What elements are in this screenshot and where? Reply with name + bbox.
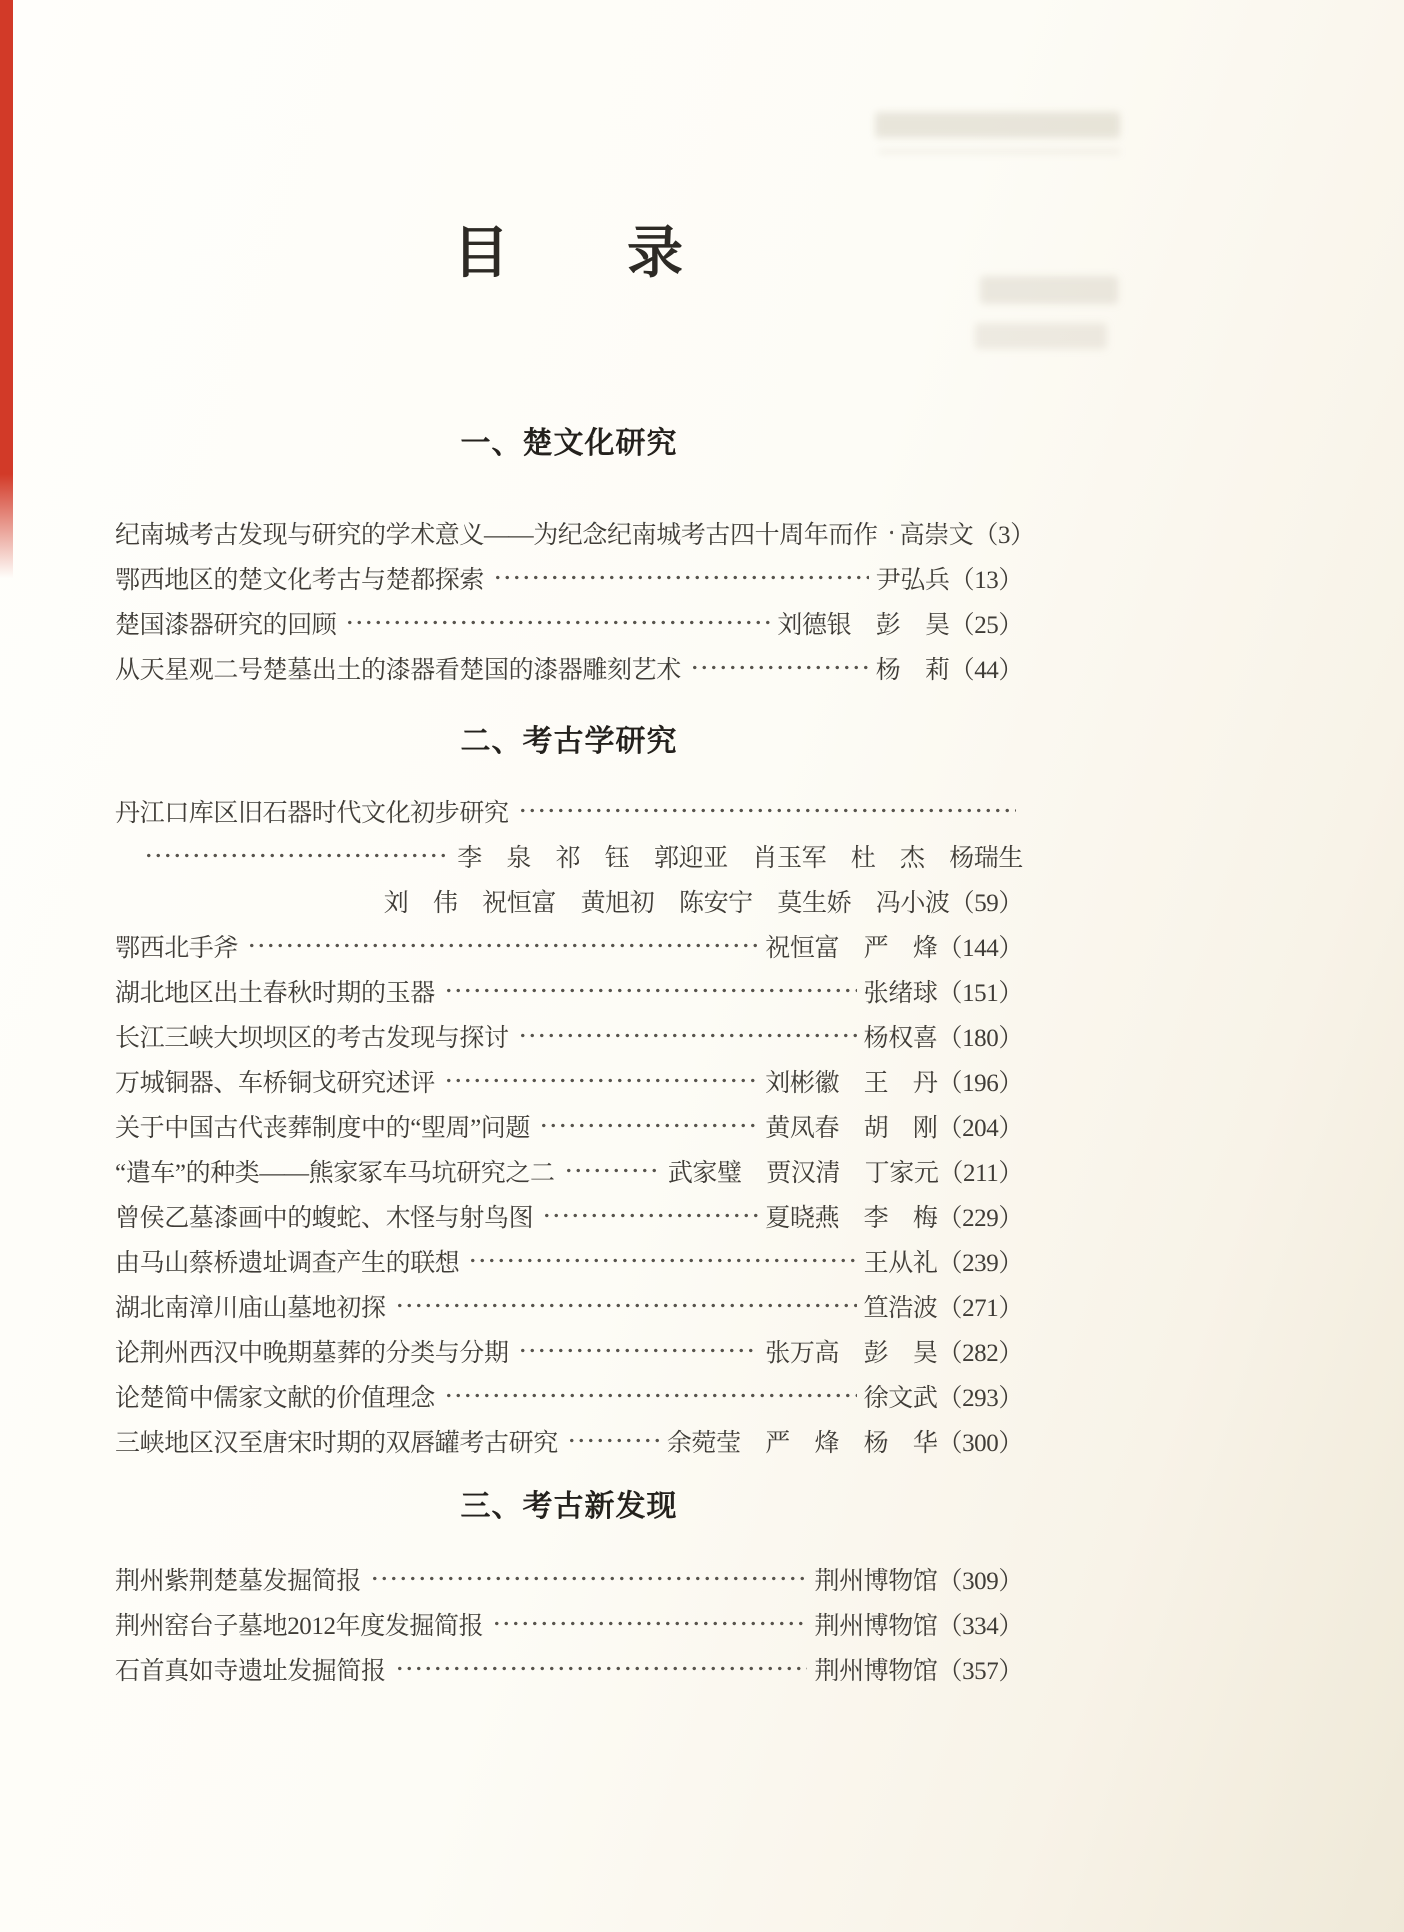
entry-authors: 徐文武 [863,1384,938,1412]
entry-author-page [765,1333,1023,1369]
entry-author-page [864,1243,1023,1279]
entry-authors: 张万高 彭 昊 [765,1339,938,1367]
entry-page: （180） [937,1024,1023,1052]
entry-title: 从天星观二号楚墓出土的漆器看楚国的漆器雕刻艺术 [115,656,681,684]
entry-author-page [864,1378,1023,1414]
dot-leader [564,1148,661,1193]
entry-authors: 王从礼 [863,1249,938,1277]
section-entries [115,788,1023,1463]
toc-content [115,420,1035,1691]
toc-entry-authors-row [115,833,1023,878]
toc-entry [115,600,1023,645]
bleed-through-mark [878,150,1120,153]
dot-leader [370,1556,807,1601]
entry-author-page [777,605,1023,641]
dot-leader [468,1238,856,1283]
toc-entry [115,1373,1023,1418]
entry-title: 荆州紫荆楚墓发掘简报 [115,1567,362,1595]
toc-entry [115,968,1023,1013]
entry-page: （3） [973,521,1035,549]
entry-page: （334） [937,1612,1023,1640]
entry-authors: 刘德银 彭 昊 [777,611,950,639]
entry-author-page [765,1063,1023,1099]
toc-entry [115,510,1035,555]
toc-entry [115,1103,1023,1148]
dot-leader [493,555,869,600]
entry-authors: 荆州博物馆 [814,1657,938,1685]
entry-title: 三峡地区汉至唐宋时期的双唇罐考古研究 [115,1429,558,1457]
entry-author-page [667,1423,1023,1459]
entry-authors: 李 泉 祁 钰 郭迎亚 肖玉军 杜 杰 杨瑞生 [457,844,1023,872]
toc-entry-authors-row [115,878,1023,923]
entry-page: （151） [937,979,1023,1007]
entry-authors: 张绪球 [863,979,938,1007]
entry-title: 关于中国古代丧葬制度中的“堲周”问题 [115,1114,530,1142]
dot-leader [444,1373,857,1418]
dot-leader [492,1601,807,1646]
entry-title: 长江三峡大坝坝区的考古发现与探讨 [115,1024,509,1052]
book-cover-edge [0,0,13,578]
entry-page: （239） [937,1249,1023,1277]
entry-page: （204） [937,1114,1023,1142]
entry-author-page [864,973,1023,1009]
entry-author-page [814,1561,1023,1597]
dot-leader [887,510,893,555]
entry-title: 鄂西北手斧 [115,934,239,962]
entry-page: （357） [937,1657,1023,1685]
entry-title: 石首真如寺遗址发掘简报 [115,1657,386,1685]
entry-page: （196） [937,1069,1023,1097]
entry-title: 鄂西地区的楚文化考古与楚都探索 [115,566,485,594]
entry-authors: 杨 莉 [875,656,950,684]
toc-entry [115,1058,1023,1103]
entry-authors: 杨权喜 [863,1024,938,1052]
entry-title: 论楚简中儒家文献的价值理念 [115,1384,435,1412]
toc-entry [115,923,1023,968]
entry-page: （211） [938,1159,1023,1187]
entry-page: （13） [949,566,1023,594]
section-entries [115,1556,1023,1691]
entry-page: （229） [937,1204,1023,1232]
entry-page: （271） [937,1294,1023,1322]
entry-authors: 高崇文 [899,521,974,549]
bleed-through-mark [975,323,1107,349]
entry-author-page [765,1198,1023,1234]
dot-leader [395,1283,857,1328]
toc-entry [115,1328,1023,1373]
entry-page: （300） [937,1429,1023,1457]
toc-entry [115,1418,1023,1463]
entry-title: 曾侯乙墓漆画中的蝮蛇、木怪与射鸟图 [115,1204,534,1232]
toc-entry [115,555,1023,600]
entry-title: “遣车”的种类——熊家冢车马坑研究之二 [115,1159,555,1187]
dot-leader [444,968,857,1013]
entry-page: （25） [949,611,1023,639]
entry-authors: 武家璧 贾汉清 丁家元 [667,1159,939,1187]
entry-authors: 荆州博物馆 [814,1567,938,1595]
entry-authors: 刘 伟 祝恒富 黄旭初 陈安宁 莫生娇 冯小波 [383,889,950,917]
entry-author-page [765,1108,1023,1144]
dot-leader [345,600,770,645]
entry-author-page [876,650,1023,686]
section-entries [115,510,1035,690]
toc-entry [115,1238,1023,1283]
entry-title: 楚国漆器研究的回顾 [115,611,337,639]
toc-entry [115,1601,1023,1646]
entry-title: 由马山蔡桥遗址调查产生的联想 [115,1249,460,1277]
entry-author-page [814,1606,1023,1642]
entry-author-page [668,1153,1023,1189]
entry-authors: 笪浩波 [863,1294,938,1322]
page-title: 目 录 [453,223,685,285]
entry-authors: 荆州博物馆 [814,1612,938,1640]
dot-leader [247,923,758,968]
entry-title: 湖北南漳川庙山墓地初探 [115,1294,386,1322]
dot-leader [518,788,1016,833]
toc-entry [115,1013,1023,1058]
toc-entry [115,1646,1023,1691]
entry-author-page [900,515,1035,551]
dot-leader [567,1418,660,1463]
toc-entry [115,1148,1023,1193]
dot-leader [542,1193,758,1238]
section-heading: 一、楚文化研究 [460,427,678,460]
entry-author-page [864,1288,1023,1324]
toc-entry [115,788,1023,833]
entry-title: 丹江口库区旧石器时代文化初步研究 [115,799,509,827]
entry-authors: 刘彬徽 王 丹 [765,1069,938,1097]
entry-authors: 夏晓燕 李 梅 [765,1204,938,1232]
dot-leader [395,1646,808,1691]
entry-author-page [814,1651,1023,1687]
entry-title: 荆州窑台子墓地2012年度发掘简报 [115,1612,484,1640]
entry-title: 万城铜器、车桥铜戈研究述评 [115,1069,435,1097]
section-heading: 二、考古学研究 [460,725,678,758]
dot-leader [690,645,869,690]
dot-leader [444,1058,758,1103]
entry-title: 湖北地区出土春秋时期的玉器 [115,979,435,1007]
entry-page: （144） [937,934,1023,962]
entry-authors: 黄凤春 胡 刚 [765,1114,938,1142]
entry-title: 纪南城考古发现与研究的学术意义——为纪念纪南城考古四十周年而作 [115,521,878,549]
section-heading: 三、考古新发现 [460,1490,678,1523]
entry-page: （293） [937,1384,1023,1412]
entry-page: （282） [937,1339,1023,1367]
dot-leader [539,1103,758,1148]
toc-entry [115,645,1023,690]
dot-leader [518,1013,857,1058]
entry-page: （309） [937,1567,1023,1595]
entry-page: （59） [949,889,1023,917]
toc-entry [115,1193,1023,1238]
toc-entry [115,1556,1023,1601]
entry-authors: 余菀莹 严 烽 杨 华 [666,1429,938,1457]
toc-entry [115,1283,1023,1328]
dot-leader [144,833,450,878]
entry-page: （44） [949,656,1023,684]
entry-authors: 祝恒富 严 烽 [765,934,938,962]
bleed-through-mark [875,112,1120,138]
entry-author-page [876,560,1023,596]
entry-title: 论荆州西汉中晚期墓葬的分类与分期 [115,1339,509,1367]
entry-author-page [765,928,1023,964]
entry-authors: 尹弘兵 [875,566,950,594]
dot-leader [518,1328,759,1373]
entry-author-page [864,1018,1023,1054]
